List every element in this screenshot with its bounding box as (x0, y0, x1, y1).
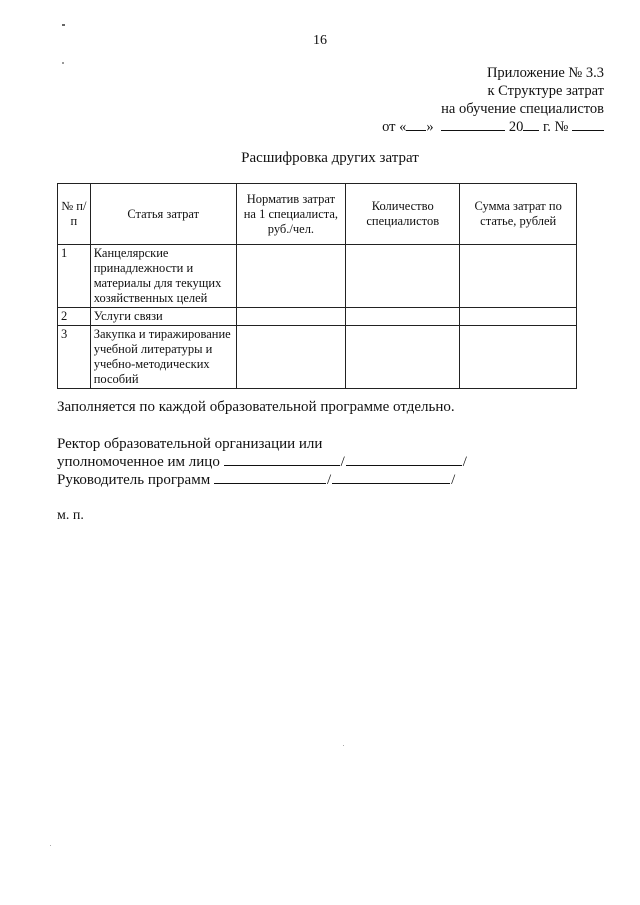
table-header-row (58, 184, 577, 245)
head-name-blank (332, 471, 450, 484)
row-item: Канцелярские принадлежности и материалы для текущих хозяйственных целей (90, 245, 236, 308)
head-line (57, 471, 468, 489)
date-prefix: от « (382, 119, 407, 135)
number-blank (572, 118, 604, 131)
rector-slash-end: / (462, 454, 467, 470)
scan-speck (62, 62, 64, 64)
appendix-reference: к Структуре затрат (487, 83, 604, 99)
scan-speck (50, 845, 51, 846)
rector-slash: / (340, 454, 345, 470)
row-norm (236, 326, 345, 389)
row-sum (460, 245, 577, 308)
row-item: Услуги связи (90, 308, 236, 326)
appendix-number: Приложение № 3.3 (486, 65, 604, 81)
day-blank (406, 118, 426, 131)
table-row (58, 326, 577, 389)
head-signature-blank (214, 471, 326, 484)
row-count (346, 245, 460, 308)
rector-label: уполномоченное им лицо (57, 454, 220, 470)
row-count (346, 326, 460, 389)
rector-name-blank (346, 453, 462, 466)
row-num: 2 (58, 308, 91, 326)
signature-block (57, 435, 468, 489)
rector-line-1: Ректор образовательной организации или (57, 436, 323, 452)
page-number: 16 (313, 33, 327, 48)
rector-line-2 (57, 453, 468, 471)
number-label: г. № (542, 119, 569, 135)
seal-mark: м. п. (57, 508, 84, 523)
appendix-header (364, 64, 604, 136)
row-item: Закупка и тиражирование учебной литературы и учебно-методических пособий (90, 326, 236, 389)
row-num: 1 (58, 245, 91, 308)
month-blank (441, 118, 505, 131)
head-label: Руководитель программ (57, 472, 211, 488)
head-slash-end: / (451, 472, 456, 488)
row-num: 3 (58, 326, 91, 389)
table-row (58, 308, 577, 326)
header-num: № п/п (58, 184, 91, 245)
header-item: Статья затрат (90, 184, 236, 245)
row-sum (460, 308, 577, 326)
row-sum (460, 326, 577, 389)
costs-table (57, 183, 577, 389)
scan-speck (62, 24, 65, 26)
date-mid: » (426, 119, 434, 135)
appendix-date-line (364, 118, 604, 136)
row-norm (236, 308, 345, 326)
appendix-subject: на обучение специалистов (441, 101, 604, 117)
row-count (346, 308, 460, 326)
table-row (58, 245, 577, 308)
header-norm: Норматив затрат на 1 специалиста, руб./чел. (236, 184, 345, 245)
scan-speck (343, 745, 344, 746)
fill-note: Заполняется по каждой образовательной программе отдельно. (57, 399, 455, 415)
header-sum: Сумма затрат по статье, рублей (460, 184, 577, 245)
head-slash: / (326, 472, 332, 488)
year-prefix: 20 (508, 119, 524, 135)
header-count: Количество специалистов (346, 184, 460, 245)
year-blank (523, 118, 539, 131)
document-title: Расшифровка других затрат (241, 150, 419, 166)
row-norm (236, 245, 345, 308)
rector-signature-blank (224, 453, 340, 466)
